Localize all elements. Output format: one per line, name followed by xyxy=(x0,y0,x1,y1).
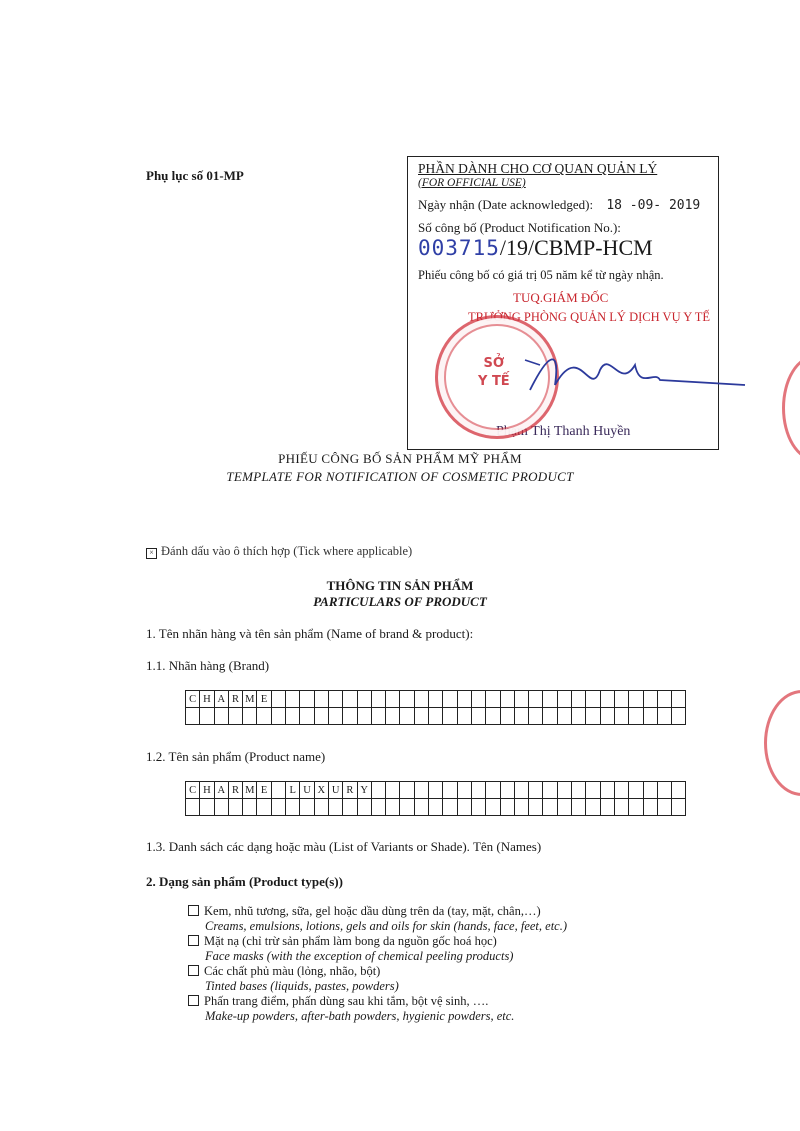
letter-cell xyxy=(429,708,443,725)
checkbox-icon[interactable] xyxy=(188,995,199,1006)
letter-cell xyxy=(429,691,443,708)
letter-cell xyxy=(286,691,300,708)
letter-cell xyxy=(529,691,543,708)
letter-cell xyxy=(386,782,400,799)
letter-cell xyxy=(629,691,643,708)
handwritten-signature xyxy=(520,330,750,420)
letter-cell: A xyxy=(214,782,228,799)
question-brand-product: 1. Tên nhãn hàng và tên sản phẩm (Name of brand & product): xyxy=(146,626,474,641)
question-brand: 1.1. Nhãn hàng (Brand) xyxy=(146,658,270,673)
date-acknowledged xyxy=(418,197,700,213)
letter-cell xyxy=(228,708,242,725)
official-seal-text: SỞ Y TẾ xyxy=(478,356,510,389)
letter-cell xyxy=(271,708,285,725)
letter-cell xyxy=(514,708,528,725)
letter-cell xyxy=(271,782,285,799)
letter-cell xyxy=(600,782,614,799)
letter-cell xyxy=(300,799,314,816)
letter-cell xyxy=(672,691,686,708)
product-type-option[interactable] xyxy=(188,904,567,934)
letter-cell xyxy=(586,782,600,799)
notification-no-label: Số công bố (Product Notification No.): xyxy=(418,220,621,235)
letter-cell xyxy=(543,782,557,799)
letter-cell xyxy=(572,691,586,708)
letter-cell xyxy=(471,708,485,725)
letter-cell xyxy=(314,799,328,816)
letter-cell xyxy=(343,799,357,816)
notification-number xyxy=(418,235,653,261)
letter-cell xyxy=(486,691,500,708)
letter-cell xyxy=(514,799,528,816)
letter-cell xyxy=(514,782,528,799)
checkbox-icon[interactable] xyxy=(188,905,199,916)
letter-cell xyxy=(657,782,671,799)
letter-cell xyxy=(400,782,414,799)
product-type-en: Creams, emulsions, lotions, gels and oils for skin (hands, face, feet, etc.) xyxy=(205,919,567,933)
notification-stamp-number: 003715 xyxy=(418,236,500,260)
product-type-option[interactable] xyxy=(188,964,567,994)
letter-cell xyxy=(557,782,571,799)
letter-cell xyxy=(257,799,271,816)
tick-instruction: × Đánh dấu vào ô thích hợp (Tick where applicable) xyxy=(146,544,412,559)
letter-cell xyxy=(629,782,643,799)
letter-cell xyxy=(629,799,643,816)
letter-cell xyxy=(657,799,671,816)
question-product-type: 2. Dạng sản phẩm (Product type(s)) xyxy=(146,874,343,889)
letter-cell xyxy=(614,782,628,799)
letter-cell xyxy=(600,799,614,816)
signer-name: Phạm Thị Thanh Huyền xyxy=(496,424,631,439)
letter-cell xyxy=(543,691,557,708)
letter-cell xyxy=(614,708,628,725)
letter-cell xyxy=(471,691,485,708)
letter-cell: M xyxy=(243,691,257,708)
letter-cell xyxy=(386,691,400,708)
letter-cell xyxy=(514,691,528,708)
letter-cell xyxy=(543,799,557,816)
letter-cell xyxy=(600,708,614,725)
letter-cell xyxy=(557,691,571,708)
letter-cell: E xyxy=(257,782,271,799)
signatory-department: TRƯỞNG PHÒNG QUẢN LÝ DỊCH VỤ Y TẾ xyxy=(468,310,710,324)
letter-cell xyxy=(429,782,443,799)
letter-cell xyxy=(414,799,428,816)
letter-cell xyxy=(371,691,385,708)
validity-note: Phiếu công bố có giá trị 05 năm kể từ ngày nhận. xyxy=(418,268,664,282)
letter-cell xyxy=(286,799,300,816)
section-title: THÔNG TIN SẢN PHẨM xyxy=(326,578,474,593)
letter-cell: E xyxy=(257,691,271,708)
letter-cell xyxy=(357,799,371,816)
letter-cell xyxy=(672,708,686,725)
letter-cell xyxy=(471,799,485,816)
notification-suffix: /19/CBMP-HCM xyxy=(499,235,653,260)
letter-cell xyxy=(200,708,214,725)
product-type-en: Make-up powders, after-bath powders, hygienic powders, etc. xyxy=(205,1009,515,1023)
brand-letter-grid xyxy=(185,690,686,725)
letter-cell xyxy=(443,782,457,799)
product-type-vn: Mặt nạ (chỉ trừ sản phẩm làm bong da nguồn gốc hoá học) xyxy=(204,934,497,948)
letter-cell xyxy=(243,708,257,725)
letter-cell: C xyxy=(186,782,200,799)
letter-cell xyxy=(343,691,357,708)
product-type-option[interactable] xyxy=(188,934,567,964)
letter-cell xyxy=(271,691,285,708)
letter-cell xyxy=(529,799,543,816)
letter-cell: U xyxy=(328,782,342,799)
letter-cell xyxy=(586,691,600,708)
letter-cell xyxy=(557,799,571,816)
letter-cell xyxy=(500,708,514,725)
letter-cell xyxy=(486,708,500,725)
letter-cell xyxy=(386,708,400,725)
form-title-en: TEMPLATE FOR NOTIFICATION OF COSMETIC PRODUCT xyxy=(226,469,574,484)
letter-cell xyxy=(572,799,586,816)
section-title-en: PARTICULARS OF PRODUCT xyxy=(313,594,487,609)
letter-cell xyxy=(300,691,314,708)
letter-cell xyxy=(572,782,586,799)
letter-cell xyxy=(643,691,657,708)
letter-cell xyxy=(357,691,371,708)
letter-cell xyxy=(400,799,414,816)
letter-cell xyxy=(614,799,628,816)
edge-seal-bottom xyxy=(764,690,800,796)
signatory-title: TUQ.GIÁM ĐỐC xyxy=(513,290,609,305)
letter-cell xyxy=(386,799,400,816)
letter-cell xyxy=(243,799,257,816)
letter-cell xyxy=(672,782,686,799)
letter-cell: L xyxy=(286,782,300,799)
letter-cell xyxy=(643,799,657,816)
letter-cell xyxy=(257,708,271,725)
letter-cell xyxy=(214,799,228,816)
edge-seal-top xyxy=(782,355,800,461)
letter-cell xyxy=(500,782,514,799)
letter-cell xyxy=(672,799,686,816)
checkbox-icon[interactable] xyxy=(188,935,199,946)
letter-cell xyxy=(414,708,428,725)
letter-cell xyxy=(643,782,657,799)
letter-cell xyxy=(271,799,285,816)
letter-cell xyxy=(443,708,457,725)
letter-cell xyxy=(457,691,471,708)
letter-cell: X xyxy=(314,782,328,799)
letter-cell xyxy=(314,708,328,725)
official-title: PHẦN DÀNH CHO CƠ QUAN QUẢN LÝ xyxy=(418,161,658,176)
letter-cell xyxy=(557,708,571,725)
appendix-label: Phụ lục số 01-MP xyxy=(146,168,244,183)
letter-cell xyxy=(457,782,471,799)
letter-cell: R xyxy=(343,782,357,799)
letter-cell xyxy=(629,708,643,725)
letter-cell xyxy=(643,708,657,725)
product-type-en: Tinted bases (liquids, pastes, powders) xyxy=(205,979,399,993)
letter-cell xyxy=(443,799,457,816)
letter-cell xyxy=(429,799,443,816)
form-title: PHIẾU CÔNG BỐ SẢN PHẨM MỸ PHẨM xyxy=(278,451,522,466)
letter-cell xyxy=(586,799,600,816)
question-variants: 1.3. Danh sách các dạng hoặc màu (List of Variants or Shade). Tên (Names) xyxy=(146,839,542,854)
letter-cell xyxy=(586,708,600,725)
letter-cell: H xyxy=(200,782,214,799)
letter-cell xyxy=(328,691,342,708)
product-type-option[interactable] xyxy=(188,994,567,1024)
letter-cell xyxy=(371,708,385,725)
product-type-list xyxy=(188,904,567,1024)
letter-cell: H xyxy=(200,691,214,708)
letter-cell xyxy=(328,799,342,816)
letter-cell xyxy=(572,708,586,725)
letter-cell xyxy=(328,708,342,725)
letter-cell xyxy=(314,691,328,708)
letter-cell: A xyxy=(214,691,228,708)
letter-cell xyxy=(214,708,228,725)
letter-cell xyxy=(543,708,557,725)
official-title-en: (FOR OFFICIAL USE) xyxy=(418,177,526,189)
letter-cell: U xyxy=(300,782,314,799)
letter-cell xyxy=(371,782,385,799)
letter-cell xyxy=(400,691,414,708)
checked-box-icon: × xyxy=(146,548,157,559)
product-letter-grid xyxy=(185,781,686,816)
letter-cell xyxy=(657,691,671,708)
product-type-en: Face masks (with the exception of chemical peeling products) xyxy=(205,949,514,963)
letter-cell xyxy=(357,708,371,725)
product-type-vn: Phấn trang điểm, phấn dùng sau khi tắm, bột vệ sinh, …. xyxy=(204,994,489,1008)
letter-cell xyxy=(186,799,200,816)
letter-cell xyxy=(529,782,543,799)
product-type-vn: Kem, nhũ tương, sữa, gel hoặc dầu dùng trên da (tay, mặt, chân,…) xyxy=(204,904,541,918)
letter-cell xyxy=(186,708,200,725)
letter-cell: R xyxy=(228,691,242,708)
letter-cell xyxy=(414,782,428,799)
letter-cell: M xyxy=(243,782,257,799)
letter-cell xyxy=(471,782,485,799)
letter-cell xyxy=(400,708,414,725)
letter-cell xyxy=(343,708,357,725)
date-label: Ngày nhận (Date acknowledged): xyxy=(418,197,594,212)
letter-cell xyxy=(457,799,471,816)
letter-cell xyxy=(300,708,314,725)
letter-cell xyxy=(529,708,543,725)
date-value: 18 -09- 2019 xyxy=(606,198,701,213)
letter-cell xyxy=(500,799,514,816)
letter-cell xyxy=(371,799,385,816)
letter-cell xyxy=(414,691,428,708)
letter-cell: R xyxy=(228,782,242,799)
letter-cell xyxy=(657,708,671,725)
letter-cell xyxy=(200,799,214,816)
letter-cell xyxy=(443,691,457,708)
letter-cell xyxy=(486,782,500,799)
letter-cell xyxy=(614,691,628,708)
letter-cell: Y xyxy=(357,782,371,799)
letter-cell xyxy=(486,799,500,816)
letter-cell: C xyxy=(186,691,200,708)
letter-cell xyxy=(286,708,300,725)
question-product-name: 1.2. Tên sản phẩm (Product name) xyxy=(146,749,326,764)
letter-cell xyxy=(500,691,514,708)
product-type-vn: Các chất phủ màu (lỏng, nhão, bột) xyxy=(204,964,381,978)
letter-cell xyxy=(457,708,471,725)
letter-cell xyxy=(600,691,614,708)
checkbox-icon[interactable] xyxy=(188,965,199,976)
letter-cell xyxy=(228,799,242,816)
